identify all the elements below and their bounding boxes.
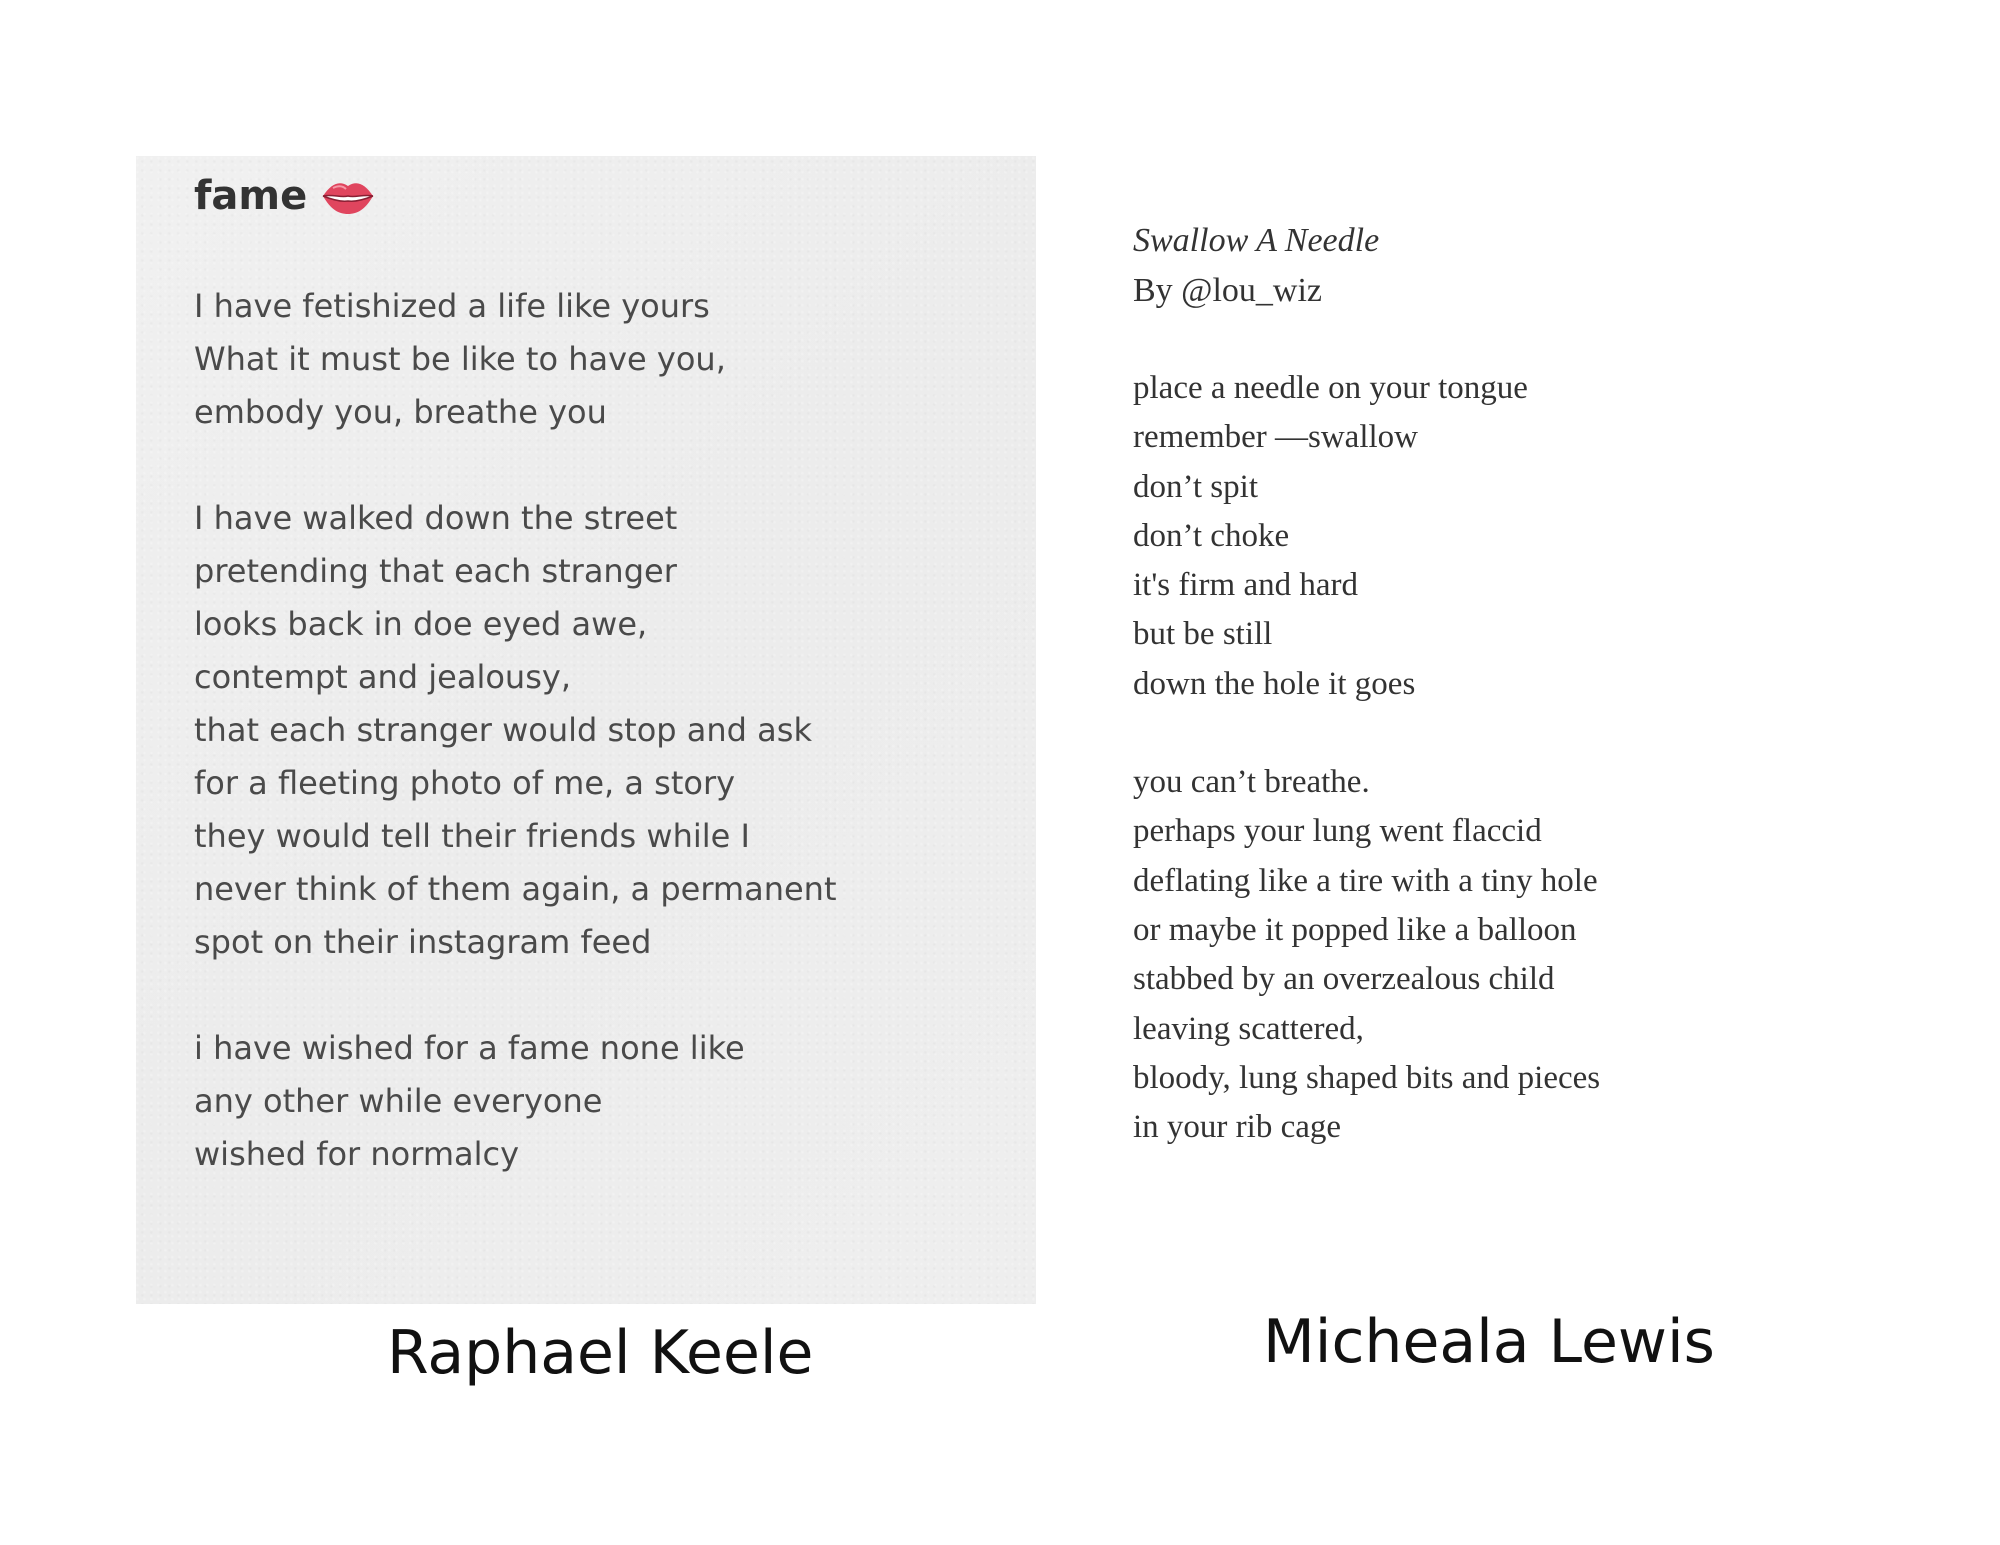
lips-icon <box>321 176 375 216</box>
poem-line: place a needle on your tongue <box>1133 370 1528 406</box>
poem-line: embody you, breathe you <box>194 393 607 431</box>
poem-line: spot on their instagram feed <box>194 923 652 961</box>
right-poem <box>1133 216 1833 1201</box>
poem-line: What it must be like to have you, <box>194 340 726 378</box>
stanza <box>194 1022 1014 1181</box>
left-poem-card <box>136 156 1036 1304</box>
poem-line: bloody, lung shaped bits and pieces <box>1133 1059 1601 1096</box>
poem-line: wished for normalcy <box>194 1135 520 1173</box>
stanza <box>1133 364 1833 709</box>
poem-line: I have fetishized a life like yours <box>194 287 710 325</box>
poem-line: don’t choke <box>1133 517 1290 554</box>
poem-line: deflating like a tire with a tiny hole <box>1133 862 1598 899</box>
poem-line: down the hole it goes <box>1133 665 1416 702</box>
stanza <box>1133 758 1833 1152</box>
poem-line: it's firm and hard <box>1133 567 1358 604</box>
poem-line: I have walked down the street <box>194 499 678 537</box>
stanza <box>194 280 1014 439</box>
poem-line: don’t spit <box>1133 468 1258 505</box>
poem-line: never think of them again, a permanent <box>194 870 837 908</box>
poem-line: looks back in doe eyed awe, <box>194 605 648 643</box>
poem-line: or maybe it popped like a balloon <box>1133 911 1577 948</box>
poem-line: contempt and jealousy, <box>194 658 571 696</box>
left-caption: Raphael Keele <box>387 1318 814 1388</box>
poem-line: you can’t breathe. <box>1133 764 1370 801</box>
right-poem-byline: By @lou_wiz <box>1133 272 1323 309</box>
poem-line: for a fleeting photo of me, a story <box>194 764 736 802</box>
left-poem-title: fame <box>194 173 308 219</box>
right-caption: Micheala Lewis <box>1263 1307 1715 1377</box>
poem-line: but be still <box>1133 616 1273 653</box>
poem-line: remember —swallow <box>1133 419 1418 456</box>
left-poem-title-row <box>194 164 375 228</box>
poem-line: in your rib cage <box>1133 1109 1342 1146</box>
poem-line: they would tell their friends while I <box>194 817 750 855</box>
poem-line: stabbed by an overzealous child <box>1133 961 1555 998</box>
poem-line: leaving scattered, <box>1133 1010 1364 1047</box>
left-poem-body <box>194 280 1014 1234</box>
right-poem-title: Swallow A Needle <box>1133 222 1380 259</box>
stanza <box>194 492 1014 969</box>
poem-line: pretending that each stranger <box>194 552 677 590</box>
poem-line: that each stranger would stop and ask <box>194 711 812 749</box>
poem-line: i have wished for a fame none like <box>194 1029 745 1067</box>
poem-line: perhaps your lung went flaccid <box>1133 813 1542 850</box>
poem-line: any other while everyone <box>194 1082 603 1120</box>
right-poem-body <box>1133 364 1833 1152</box>
